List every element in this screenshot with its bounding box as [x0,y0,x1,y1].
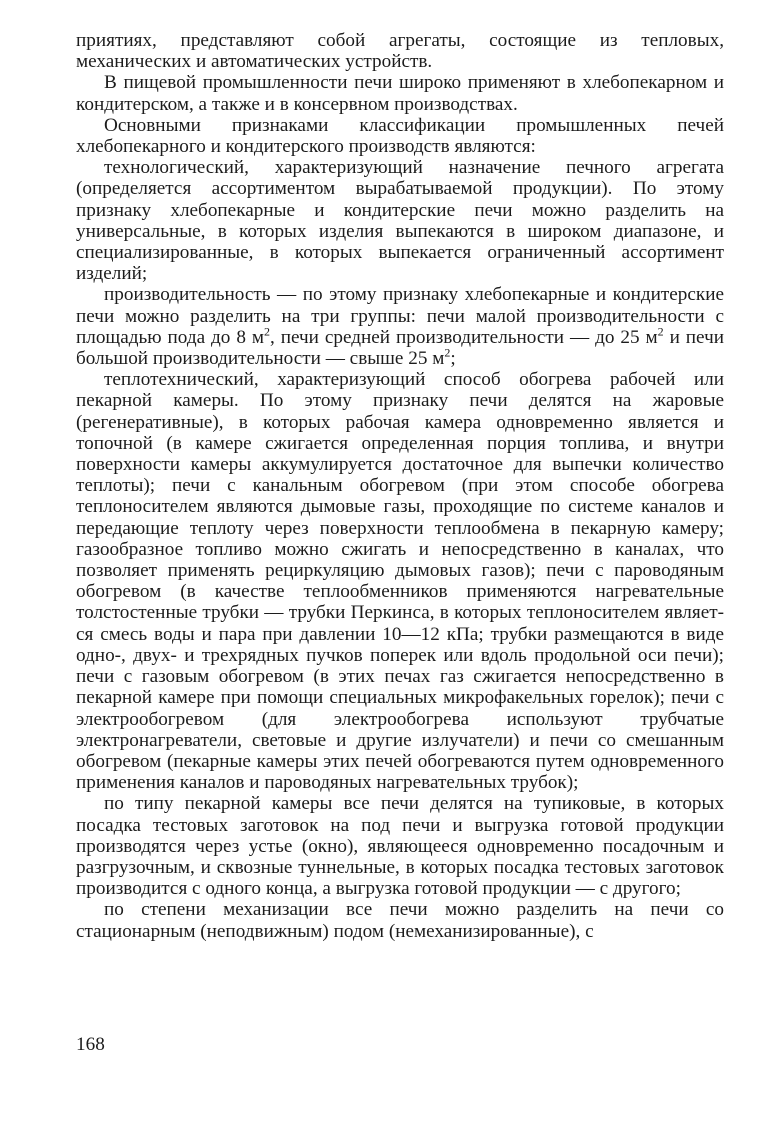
paragraph-mechanization: по степени механизации все печи можно разделить на печи со стационарным (неподвижным) подом (немеханизированные), с [76,899,724,942]
text-run: производительность — по этому признаку хлебопекарные и кондитерские печи можно разделить на три группы: печи малой производительности с площадью пода до 8 м [76,284,724,348]
paragraph-chamber-type: по типу пекарной камеры все печи делятся на тупиковые, в которых посадка тестовых заготовок на под печи и выгрузка готовой продукции производятся через устье (окно), являющееся одновременно посадочным и разгрузочным, и сквозные туннельные, в которых посадка тестовых заготовок производится с одного конца, а выгрузка готовой продукции — с другого; [76,793,724,900]
text-run: , печи средней производительности — до 25 м [269,326,658,348]
superscript: 2 [263,324,270,339]
superscript: 2 [657,324,664,339]
paragraph-technological: технологический, характеризующий назначение печного агрегата (определяется ассортиментом вырабатываемой продукции). По этому признаку хлебопекарные и кондитерские печи можно разделить на универсальные, в которых изделия выпекаются в широком диапазоне, и специализированные, в которых выпекается ограниченный ассортимент изделий; [76,157,724,285]
text-run: и печи большой производительности — свыше 25 м [76,326,724,370]
superscript: 2 [444,345,451,360]
paragraph-food-industry: В пищевой промышленности печи широко применяют в хлебопекарном и кондитерском, а также и в консервном производствах. [76,72,724,115]
paragraph-continuation: приятиях, представляют собой агрегаты, состоящие из тепловых, механических и автоматических устройств. [76,30,724,73]
paragraph-productivity [76,284,724,369]
page-body [76,30,724,942]
paragraph-classification-intro: Основными признаками классификации промышленных печей хлебопекарного и кондитерского производств являются: [76,114,724,158]
paragraph-thermotechnical: теплотехнический, характеризующий способ обогрева рабочей или пекарной камеры. По этому признаку печи делятся на жаровые (регенеративные), в которых рабочая камера одновременно является и топочной (в камере сжигается определенная порция топлива, и внутри поверхности камеры аккумулируется достаточное для выпечки количество теплоты); печи с канальным обогревом (при этом способе обогрева теплоносителем являются дымовые газы, проходящие по системе каналов и передающие теплоту через поверхности теплообмена в пекарную камеру; газообразное топливо можно сжигать и непосредственно в каналах, что позволяет применять рециркуляцию дымовых газов); печи с пароводяным обогревом (в качестве теплообменников применяются нагревательные толстостенные трубки — трубки Перкинса, в которых теплоносителем является смесь воды и пара при давлении 10—12 кПа; трубки размещаются в виде одно-, двух- и трехрядных пучков поперек или вдоль продольной оси печи); печи с газовым обогревом (в этих печах газ сжигается непосредственно в пекарной камере при помощи специальных микрофакельных горелок); печи с электрообогревом (для электрообогрева используют трубчатые электронагреватели, световые и другие излучатели) и печи со смешанным обогревом (пекарные камеры этих печей обогреваются путем одновременного применения каналов и пароводяных нагревательных трубок); [76,369,724,794]
text-run: ; [450,348,456,370]
page-number: 168 [76,1034,105,1055]
